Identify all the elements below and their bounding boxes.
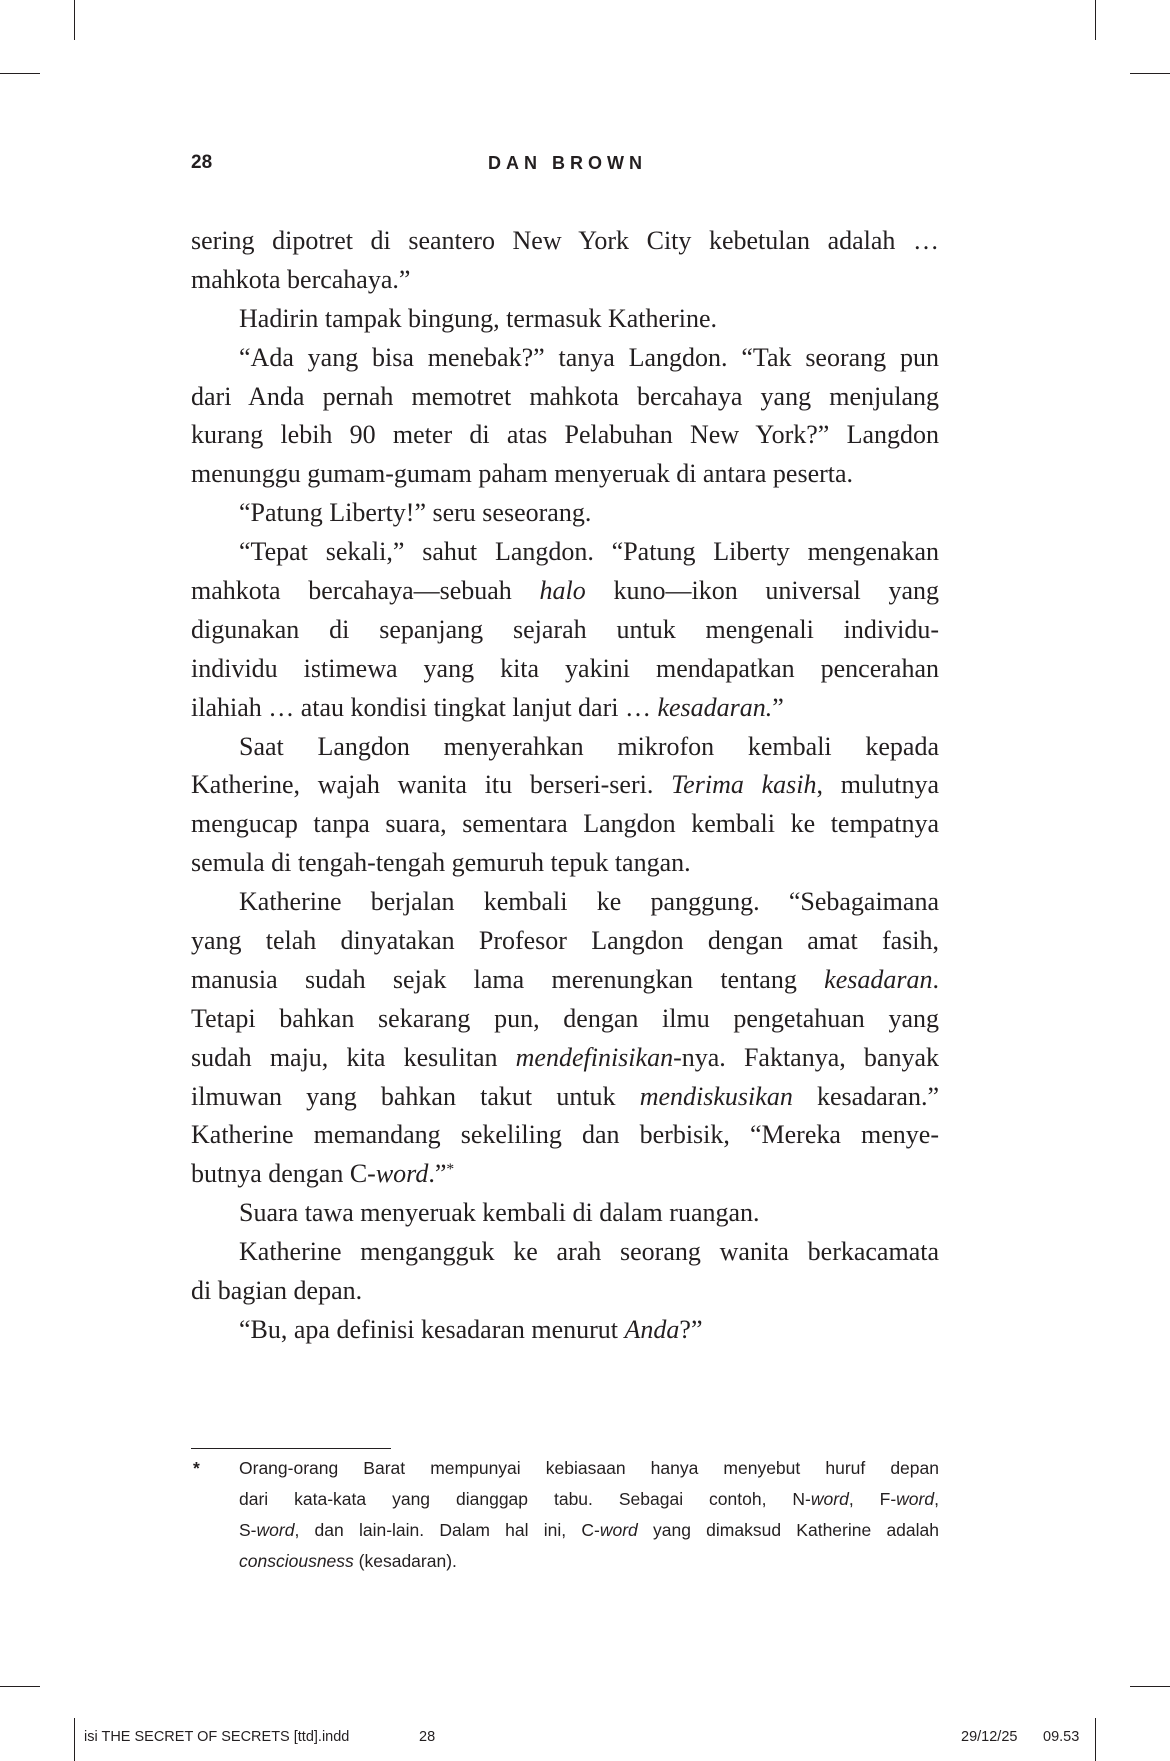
- body-line: [191, 261, 939, 300]
- text-run: mengucap tanpa suara, sementara Langdon kembali ke tempatnya: [191, 809, 939, 839]
- text-run: sudah maju, kita kesulitan: [191, 1042, 516, 1072]
- body-line: [191, 650, 939, 689]
- line-text: [191, 572, 939, 611]
- body-line: [191, 961, 939, 1000]
- line-text: [191, 1078, 939, 1117]
- text-run: menunggu gumam-gumam paham menyeruak di antara peserta.: [191, 459, 854, 489]
- body-line: [191, 533, 939, 572]
- body-line: [191, 1000, 939, 1039]
- text-run: ,: [934, 1489, 939, 1510]
- italic-text: kesadaran.: [657, 692, 773, 722]
- body-line: [191, 378, 939, 417]
- body-line: [191, 844, 939, 883]
- slug-page-number: 28: [419, 1729, 436, 1745]
- text-run: Katherine berjalan kembali ke panggung. “Sebagaimana: [239, 887, 939, 917]
- italic-text: word: [599, 1520, 638, 1541]
- line-text: [239, 883, 939, 922]
- text-run: mahkota bercahaya.”: [191, 264, 411, 294]
- text-run: , mulutnya: [816, 770, 939, 800]
- body-line: [191, 1078, 939, 1117]
- text-run: kuno—ikon universal yang: [585, 576, 939, 606]
- text-run: butnya dengan C-: [191, 1159, 376, 1189]
- slug-filename: isi THE SECRET OF SECRETS [ttd].indd: [84, 1729, 350, 1745]
- text-run: ilmuwan yang bahkan takut untuk: [191, 1081, 640, 1111]
- text-run: manusia sudah sejak lama merenungkan tentang: [191, 964, 825, 994]
- body-line: [191, 222, 939, 261]
- footnote-line: [239, 1484, 939, 1515]
- paragraph: [191, 494, 939, 533]
- crop-mark-top-right-horizontal: [1130, 73, 1170, 74]
- body-text: [191, 222, 939, 1350]
- text-run: dari Anda pernah memotret mahkota bercahaya yang menjulang: [191, 381, 939, 411]
- text-run: “Bu, apa definisi kesadaran menurut: [239, 1314, 625, 1344]
- body-line: [191, 572, 939, 611]
- line-text: [191, 455, 853, 494]
- text-run: Tetapi bahkan sekarang pun, dengan ilmu pengetahuan yang: [191, 1003, 939, 1033]
- text-run: semula di tengah-tengah gemuruh tepuk tangan.: [191, 848, 691, 878]
- text-run: digunakan di sepanjang sejarah untuk mengenali individu-: [191, 614, 939, 644]
- body-line: [191, 339, 939, 378]
- line-text: [191, 261, 410, 300]
- italic-text: word: [375, 1159, 429, 1189]
- crop-mark-bottom-left-vertical: [74, 1718, 75, 1761]
- body-line: [191, 1039, 939, 1078]
- line-text: [191, 1272, 362, 1311]
- text-run: yang telah dinyatakan Profesor Langdon dengan amat fasih,: [191, 926, 939, 956]
- line-text: [191, 611, 939, 650]
- body-line: [191, 455, 939, 494]
- text-run: Saat Langdon menyerahkan mikrofon kembali kepada: [239, 731, 939, 761]
- text-run: .: [932, 964, 939, 994]
- body-line: [191, 1311, 939, 1350]
- line-text: [239, 1484, 939, 1515]
- footnote-marker: *: [193, 1458, 200, 1478]
- paragraph: [191, 1311, 939, 1350]
- body-line: [191, 300, 939, 339]
- body-line: [191, 922, 939, 961]
- slug-date: 29/12/25: [961, 1729, 1018, 1745]
- line-text: [239, 1453, 939, 1484]
- body-line: [191, 766, 939, 805]
- crop-mark-top-left-vertical: [74, 0, 75, 40]
- italic-text: consciousness: [239, 1551, 354, 1572]
- text-run: sering dipotret di seantero New York City kebetulan adalah …: [191, 226, 939, 255]
- crop-mark-bottom-right-vertical: [1095, 1718, 1096, 1761]
- text-run: -nya. Faktanya, banyak: [673, 1042, 939, 1072]
- body-line: [191, 611, 939, 650]
- paragraph: [191, 883, 939, 1194]
- line-text: [239, 494, 591, 533]
- line-text: [191, 1000, 939, 1039]
- line-text: [191, 766, 939, 805]
- text-run: , F-: [848, 1489, 897, 1510]
- running-header: [191, 151, 939, 175]
- body-line: [191, 689, 939, 728]
- paragraph: [191, 728, 939, 884]
- text-run: S-: [239, 1520, 257, 1541]
- line-text: [191, 1155, 454, 1194]
- line-text: [239, 533, 939, 572]
- body-line: [191, 416, 939, 455]
- italic-text: Anda: [624, 1314, 680, 1344]
- text-run: Hadirin tampak bingung, termasuk Katherine.: [239, 303, 717, 333]
- line-text: [239, 728, 939, 767]
- italic-text: word: [810, 1489, 849, 1510]
- line-text: [191, 416, 939, 455]
- body-line: [191, 805, 939, 844]
- line-text: [191, 844, 691, 883]
- italic-text: mendiskusikan: [639, 1081, 793, 1111]
- line-text: [239, 339, 939, 378]
- text-run: Katherine, wajah wanita itu berseri-seri.: [191, 770, 672, 800]
- italic-text: kesadaran: [824, 964, 933, 994]
- line-text: [191, 961, 939, 1000]
- italic-text: Terima kasih: [671, 770, 817, 800]
- text-run: “Tepat sekali,” sahut Langdon. “Patung Liberty mengenakan: [239, 537, 939, 567]
- line-text: [191, 805, 939, 844]
- line-text: [239, 1546, 457, 1577]
- running-head-author: DAN BROWN: [488, 153, 647, 173]
- text-run: .”: [428, 1159, 447, 1189]
- footnote-reference: *: [446, 1160, 455, 1178]
- text-run: dari kata-kata yang dianggap tabu. Sebagai contoh, N-: [239, 1489, 811, 1510]
- crop-mark-top-right-vertical: [1095, 0, 1096, 40]
- text-run: “Ada yang bisa menebak?” tanya Langdon. “Tak seorang pun: [239, 342, 939, 372]
- crop-mark-bottom-left-horizontal: [0, 1686, 40, 1687]
- italic-text: word: [896, 1489, 935, 1510]
- paragraph: [191, 300, 939, 339]
- italic-text: halo: [539, 576, 586, 606]
- text-run: kurang lebih 90 meter di atas Pelabuhan New York?” Langdon: [191, 420, 939, 450]
- text-run: Katherine memandang sekeliling dan berbisik, “Mereka menye-: [191, 1120, 939, 1150]
- body-line: [191, 494, 939, 533]
- line-text: [239, 1515, 939, 1546]
- text-run: yang dimaksud Katherine adalah: [637, 1520, 939, 1541]
- paragraph: [191, 1233, 939, 1311]
- crop-mark-bottom-right-horizontal: [1130, 1686, 1170, 1687]
- body-line: [191, 728, 939, 767]
- crop-mark-top-left-horizontal: [0, 73, 40, 74]
- line-text: [239, 1194, 760, 1233]
- footnote-text: [239, 1453, 939, 1577]
- line-text: [191, 689, 784, 728]
- text-run: “Patung Liberty!” seru seseorang.: [239, 498, 592, 528]
- paragraph: [191, 222, 939, 300]
- text-run: kesadaran.”: [792, 1081, 939, 1111]
- italic-text: mendefinisikan: [515, 1042, 674, 1072]
- text-run: Katherine mengangguk ke arah seorang wanita berkacamata: [239, 1237, 939, 1267]
- footnote-line: [239, 1453, 939, 1484]
- line-text: [239, 300, 717, 339]
- page-number: 28: [191, 152, 213, 173]
- text-run: mahkota bercahaya—sebuah: [191, 576, 540, 606]
- line-text: [191, 222, 939, 261]
- body-line: [191, 1233, 939, 1272]
- line-text: [239, 1233, 939, 1272]
- text-run: (kesadaran).: [353, 1551, 457, 1572]
- paragraph: [191, 339, 939, 495]
- text-run: Suara tawa menyeruak kembali di dalam ruangan.: [239, 1198, 760, 1228]
- line-text: [191, 650, 939, 689]
- body-line: [191, 1155, 939, 1194]
- text-run: individu istimewa yang kita yakini mendapatkan pencerahan: [191, 653, 939, 683]
- line-text: [191, 1116, 939, 1155]
- line-text: [239, 1311, 703, 1350]
- line-text: [191, 922, 939, 961]
- line-text: [191, 1039, 939, 1078]
- paragraph: [191, 1194, 939, 1233]
- body-line: [191, 883, 939, 922]
- paragraph: [191, 533, 939, 727]
- footnote-line: [239, 1546, 939, 1577]
- body-line: [191, 1194, 939, 1233]
- slug-time: 09.53: [1043, 1729, 1080, 1745]
- text-run: , dan lain-lain. Dalam hal ini, C-: [294, 1520, 600, 1541]
- text-run: Orang-orang Barat mempunyai kebiasaan hanya menyebut huruf depan: [239, 1458, 939, 1478]
- line-text: [191, 378, 939, 417]
- body-line: [191, 1116, 939, 1155]
- footnote-line: [239, 1515, 939, 1546]
- text-run: ?”: [679, 1314, 703, 1344]
- italic-text: word: [256, 1520, 295, 1541]
- text-run: ”: [772, 692, 784, 722]
- body-line: [191, 1272, 939, 1311]
- text-run: ilahiah … atau kondisi tingkat lanjut dari …: [191, 692, 658, 722]
- text-run: di bagian depan.: [191, 1276, 363, 1306]
- footnote-separator: [191, 1448, 391, 1449]
